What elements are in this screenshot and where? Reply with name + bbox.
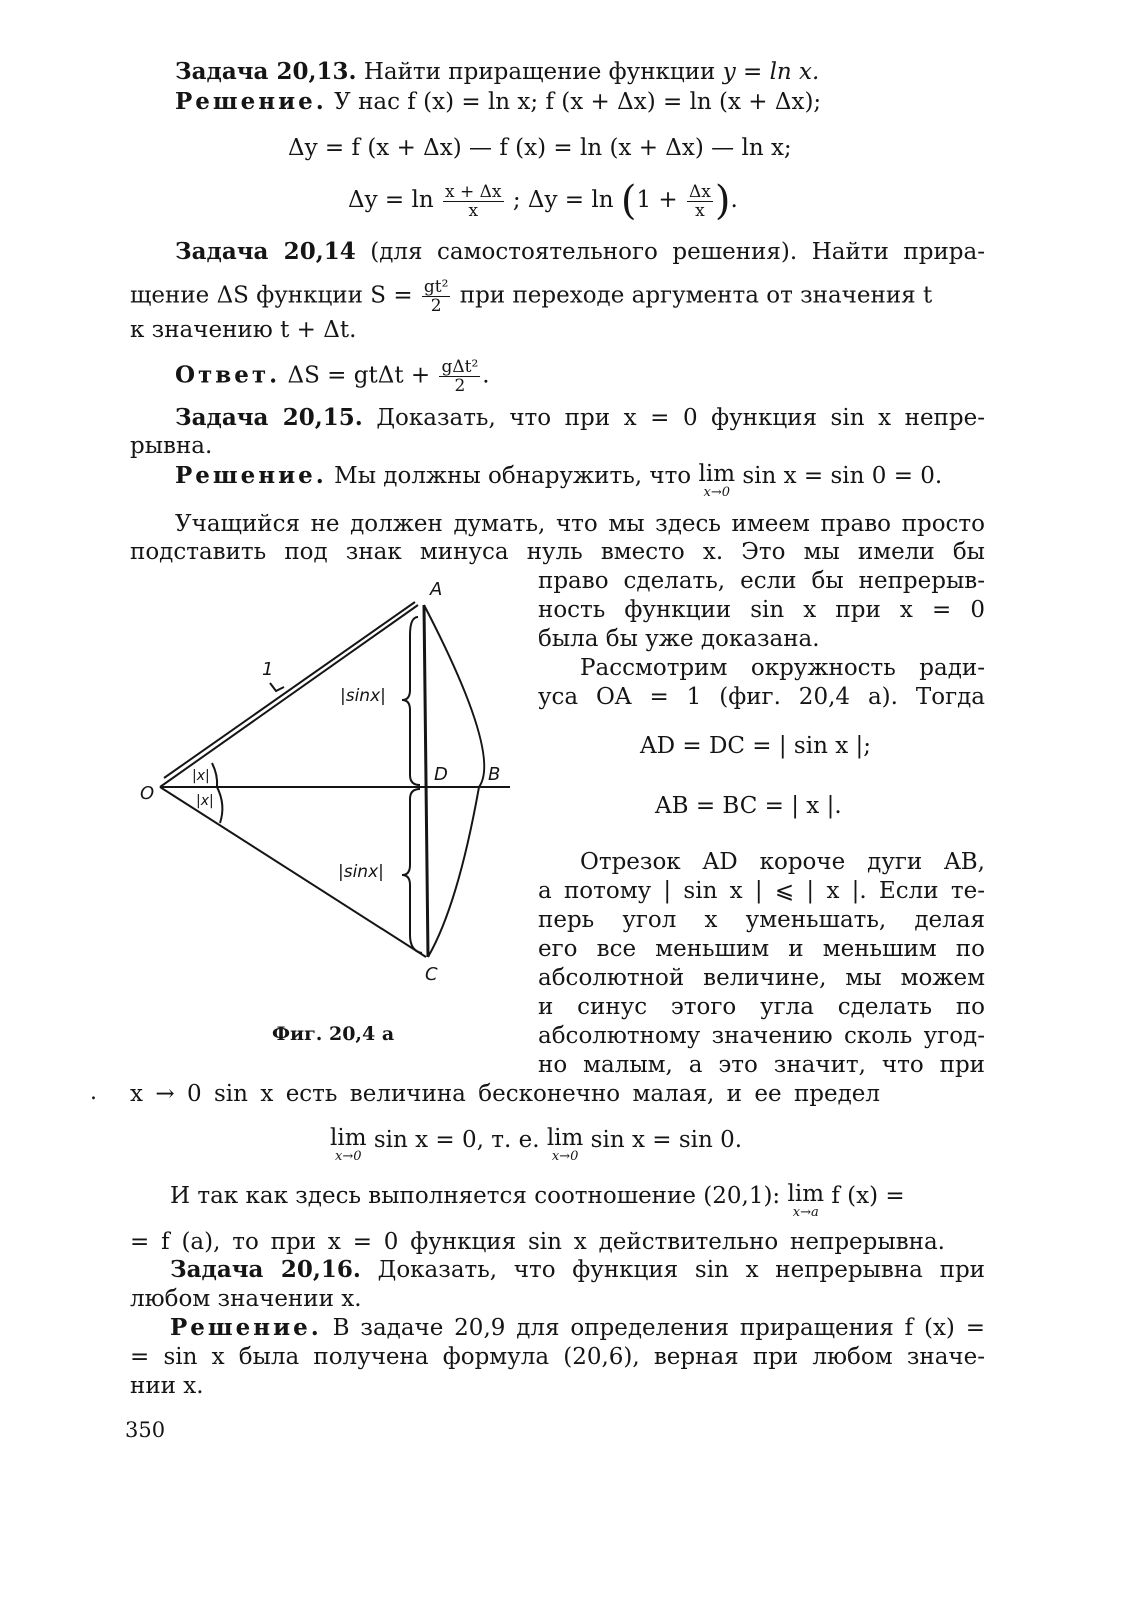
lim-subscript: x→0 [335, 1149, 362, 1164]
problem-text: Доказать, что при x = 0 функция sin x непре- [376, 405, 985, 431]
paragraph-line: но малым, а это значит, что при [538, 1052, 985, 1078]
solution-label: Решение. [175, 462, 327, 489]
problem-20-14-answer [175, 358, 490, 395]
eq-part: 1 + [636, 187, 678, 213]
sin-x-top-label: |sinx| [340, 686, 386, 706]
limit-equation [330, 1126, 742, 1163]
paragraph-text: И так как здесь выполняется соотношение (20,1): [170, 1183, 781, 1209]
lim-word: lim [330, 1125, 367, 1151]
fraction [422, 278, 451, 315]
paragraph-line: уса OA = 1 (фиг. 20,4 a). Тогда [538, 684, 985, 710]
figure-20-4a-diagram [130, 575, 530, 1055]
problem-20-16-line2: любом значении x. [130, 1286, 362, 1312]
paragraph-line: а потому | sin x | ⩽ | x |. Если те- [538, 878, 985, 904]
paragraph-line: была бы уже доказана. [538, 626, 820, 652]
limit-operator [788, 1182, 825, 1219]
function-formula: y = ln x. [722, 59, 820, 85]
solution-label: Решение. [175, 88, 327, 115]
equation-ad-dc: AD = DC = | sin x |; [640, 733, 871, 759]
limit-operator [547, 1126, 584, 1163]
paragraph-line: перь угол x уменьшать, делая [538, 907, 985, 933]
problem-20-14-line3: к значению t + Δt. [130, 317, 357, 343]
radius-oc-line [160, 787, 426, 957]
fraction-numerator: x + Δx [444, 181, 502, 202]
eq-part: . [730, 187, 738, 213]
problem-20-13-title-line [175, 58, 819, 86]
paragraph-line: = f (a), то при x = 0 функция sin x действительно непрерывна. [130, 1229, 945, 1255]
fraction-denominator: 2 [430, 296, 442, 316]
paragraph-line: право сделать, если бы непрерыв- [538, 568, 985, 594]
chord-ac-line [424, 605, 428, 957]
margin-dot: . [90, 1080, 97, 1105]
problem-heading: Задача 20,14 [175, 238, 356, 265]
limit-text: sin x = 0, т. е. [373, 1127, 540, 1153]
fraction [443, 183, 504, 220]
problem-20-14-line2 [130, 278, 985, 315]
radius-one-label: 1 [262, 659, 274, 680]
angle-x-top-label: |x| [192, 768, 210, 784]
paragraph-line: ность функции sin x при x = 0 [538, 597, 985, 623]
problem-text: при переходе аргумента от значения t [459, 282, 933, 309]
paragraph-line: Рассмотрим окружность ради- [580, 655, 985, 681]
equation-arcs: AB = BC = | x |. [655, 793, 842, 819]
lim-word: lim [698, 461, 736, 487]
fraction [687, 183, 713, 220]
limit-operator [330, 1126, 367, 1163]
equation-delta-y-log [348, 178, 738, 224]
limit-text: sin x = sin 0. [590, 1127, 743, 1153]
lim-subscript: x→0 [703, 485, 730, 500]
fraction-denominator: x [468, 200, 479, 221]
sin-x-bottom-label: |sinx| [338, 862, 384, 882]
problem-text: Доказать, что функция sin x непрерывна при [377, 1257, 986, 1283]
point-a-label: A [430, 579, 443, 600]
radius-brace-tip [270, 683, 284, 691]
problem-heading: Задача 20,13. [175, 58, 357, 85]
angle-arc-top [212, 763, 217, 787]
problem-20-15-line1 [175, 404, 985, 432]
fraction [439, 358, 480, 395]
fraction-denominator: x [695, 200, 705, 221]
problem-20-15-solution [175, 462, 942, 499]
problem-heading: Задача 20,15. [175, 404, 363, 431]
problem-heading: Задача 20,16. [170, 1256, 361, 1283]
problem-text: щение ΔS функции S = [130, 282, 413, 309]
problem-20-14-line1 [175, 238, 985, 266]
eq-part: ; Δy = ln [512, 187, 614, 213]
angle-x-bottom-label: |x| [196, 793, 214, 809]
problem-20-16-line4: = sin x была получена формула (20,6), верная при любом значе- [130, 1344, 985, 1370]
problem-20-16-line5: нии x. [130, 1373, 204, 1399]
problem-text: (для самостоятельного решения). Найти прира- [370, 239, 985, 265]
answer-formula: ΔS = gtΔt + [287, 362, 431, 389]
brace-sin-bottom [402, 789, 422, 953]
paragraph-line-continuity [170, 1182, 985, 1219]
problem-20-16-line1 [170, 1256, 985, 1284]
paragraph-line: подставить под знак минуса нуль вместо x. Это мы имели бы [130, 539, 985, 565]
solution-text: Мы должны обнаружить, что [334, 463, 692, 489]
solution-text: В задаче 20,9 для определения приращения f (x) = [332, 1315, 986, 1341]
problem-20-15-line2: рывна. [130, 433, 213, 459]
paragraph-line: его все меньшим и меньшим по [538, 936, 985, 962]
point-c-label: C [425, 964, 438, 985]
paragraph-line: Учащийся не должен думать, что мы здесь имеем право просто [175, 511, 985, 537]
paren-close: ) [714, 178, 731, 224]
point-d-label: D [434, 764, 448, 785]
lim-word: lim [546, 1125, 584, 1151]
fraction-numerator: gΔt² [441, 357, 479, 377]
solution-text: У нас f (x) = ln x; f (x + Δx) = ln (x + Δx); [334, 89, 822, 115]
answer-end: . [482, 362, 490, 389]
angle-arc-bottom [217, 787, 222, 823]
lim-subscript: x→a [792, 1205, 819, 1220]
point-b-label: B [488, 764, 501, 785]
equation-delta-y: Δy = f (x + Δx) — f (x) = ln (x + Δx) — ln x; [288, 135, 792, 161]
point-o-label: O [140, 783, 155, 804]
lim-subscript: x→0 [551, 1149, 579, 1164]
solution-label: Решение. [170, 1314, 322, 1341]
paragraph-line: абсолютному значению сколь угод- [538, 1023, 985, 1049]
problem-text: Найти приращение функции [363, 59, 716, 85]
problem-20-16-line3 [170, 1314, 985, 1342]
paragraph-text: f (x) = [831, 1183, 905, 1209]
answer-label: Ответ. [175, 361, 281, 389]
fraction-numerator: gt² [423, 277, 449, 297]
figure-caption: Фиг. 20,4 a [272, 1023, 395, 1045]
brace-sin-top [402, 617, 420, 785]
problem-20-13-solution-line [175, 88, 821, 116]
page-number: 350 [125, 1418, 166, 1442]
paragraph-line: и синус этого угла сделать по [538, 994, 985, 1020]
fraction-numerator: Δx [689, 181, 711, 202]
lim-word: lim [787, 1181, 825, 1207]
paragraph-line: абсолютной величине, мы можем [538, 965, 985, 991]
limit-operator [698, 462, 735, 499]
paren-open: ( [620, 178, 637, 224]
paragraph-line: Отрезок AD короче дуги AB, [580, 849, 985, 875]
paragraph-line: x → 0 sin x есть величина бесконечно малая, и ее предел [130, 1081, 880, 1107]
eq-part: Δy = ln [348, 187, 434, 213]
solution-text: sin x = sin 0 = 0. [742, 463, 943, 489]
fraction-denominator: 2 [454, 376, 466, 396]
